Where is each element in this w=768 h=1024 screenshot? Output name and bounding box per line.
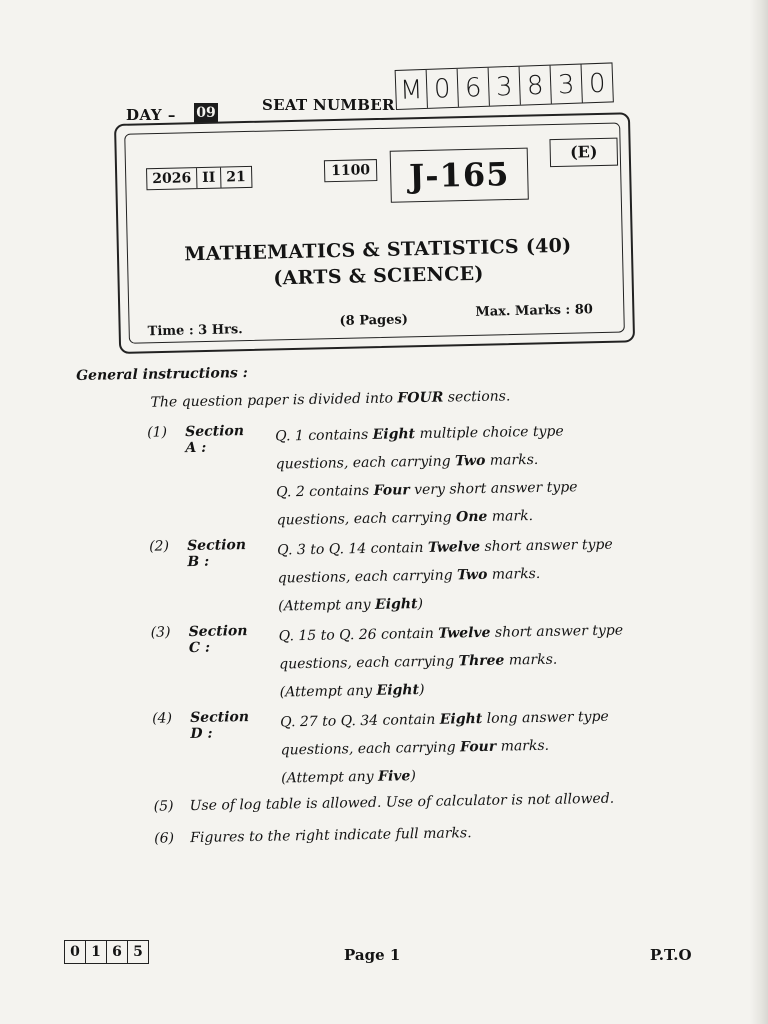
text: short answer type xyxy=(479,536,613,555)
intro-text-end: sections. xyxy=(443,388,511,406)
page-count: (8 Pages) xyxy=(339,312,409,329)
item-number: (4) xyxy=(151,710,173,727)
text: marks. xyxy=(487,565,541,583)
seat-digit: 0 xyxy=(427,69,459,108)
text: (Attempt any xyxy=(279,682,377,701)
ref-digit: 0 xyxy=(65,941,86,963)
item-number: (2) xyxy=(148,538,170,555)
item-number: (1) xyxy=(147,424,168,441)
bold: Two xyxy=(454,452,486,470)
section-label: Section C : xyxy=(188,623,248,657)
seat-digit: 0 xyxy=(588,68,606,100)
text: very short answer type xyxy=(409,479,578,499)
text: Q. 2 contains xyxy=(276,482,374,501)
item-text xyxy=(277,530,628,620)
paper-reference-number xyxy=(64,940,149,964)
subject-line-2: (ARTS & SCIENCE) xyxy=(273,262,484,290)
text: marks. xyxy=(504,651,558,669)
item-text: Use of log table is allowed. Use of calculator is not allowed. xyxy=(189,790,615,815)
text: long answer type xyxy=(482,708,609,727)
text: ) xyxy=(417,595,424,613)
item-text: Figures to the right indicate full marks. xyxy=(190,825,472,847)
intro-bold: FOUR xyxy=(397,389,444,407)
item-text xyxy=(275,416,627,534)
seat-digit: 3 xyxy=(489,67,521,106)
item-text xyxy=(280,702,631,792)
bold: Four xyxy=(459,738,497,756)
day-value: 09 xyxy=(194,103,218,123)
section-label: Section B : xyxy=(186,537,247,571)
bold: Twelve xyxy=(438,624,491,642)
text: marks. xyxy=(485,451,539,469)
text: (Attempt any xyxy=(281,768,379,787)
exam-day: 21 xyxy=(226,169,246,186)
bold: Eight xyxy=(376,682,420,699)
subject-line-1: MATHEMATICS & STATISTICS (40) xyxy=(184,234,572,266)
bold: Eight xyxy=(439,710,483,728)
intro-text: The question paper is divided into xyxy=(150,390,398,411)
page-edge-shadow xyxy=(750,0,768,1024)
subject-title xyxy=(168,232,589,294)
general-instructions xyxy=(76,358,636,847)
section-label: Section A : xyxy=(184,423,245,457)
seat-digit: 8 xyxy=(520,66,552,105)
seat-digit: M xyxy=(396,70,428,109)
bold: Four xyxy=(373,482,410,499)
item-number: (6) xyxy=(154,830,175,847)
text: marks. xyxy=(496,737,550,755)
day-label: DAY – xyxy=(126,106,176,124)
seat-digit: 3 xyxy=(551,64,583,103)
text: questions, each carrying xyxy=(280,739,461,759)
max-marks: Max. Marks : 80 xyxy=(475,302,594,320)
ref-digit: 5 xyxy=(133,944,143,960)
instructions-intro xyxy=(150,388,510,410)
exam-year: 2026 xyxy=(147,168,197,189)
exam-time-code: 1100 xyxy=(324,159,377,182)
seat-number-label: SEAT NUMBER xyxy=(262,96,395,114)
bold: Twelve xyxy=(427,538,481,556)
seat-digit: 6 xyxy=(458,68,490,107)
exam-duration: Time : 3 Hrs. xyxy=(147,322,243,340)
bold: Three xyxy=(458,652,505,670)
exam-date xyxy=(146,166,252,190)
text: short answer type xyxy=(490,622,624,641)
medium-badge: (E) xyxy=(549,138,618,168)
text: questions, each carrying xyxy=(279,653,459,673)
item-text xyxy=(278,616,629,706)
text: multiple choice type xyxy=(414,423,564,443)
text: questions, each carrying xyxy=(275,453,456,473)
please-turn-over: P.T.O xyxy=(650,946,692,964)
ref-digit: 1 xyxy=(86,941,107,963)
item-number: (5) xyxy=(153,798,174,815)
bold: Two xyxy=(456,566,488,584)
paper-code-inner-frame xyxy=(124,123,625,344)
item-number: (3) xyxy=(150,624,171,641)
bold: Eight xyxy=(372,426,416,443)
ref-digit: 6 xyxy=(107,941,128,963)
text: ) xyxy=(410,768,417,785)
text: Q. 3 to Q. 14 contain xyxy=(277,539,429,559)
bold: Five xyxy=(377,768,411,785)
text: (Attempt any xyxy=(278,596,376,615)
text: Q. 15 to Q. 26 contain xyxy=(278,625,439,645)
section-label: Section D : xyxy=(189,709,250,743)
text: Q. 27 to Q. 34 contain xyxy=(280,711,440,731)
text: questions, each carrying xyxy=(276,509,457,529)
bold: Eight xyxy=(374,596,418,613)
exam-month: II xyxy=(197,168,222,189)
text: Q. 1 contains xyxy=(275,426,373,445)
paper-code-box xyxy=(114,112,635,354)
instructions-title: General instructions : xyxy=(76,365,249,384)
page-number: Page 1 xyxy=(344,946,401,964)
text: ) xyxy=(418,681,425,699)
seat-number-field xyxy=(395,62,614,110)
bold: One xyxy=(455,508,488,526)
text: questions, each carrying xyxy=(277,567,458,587)
paper-code: J-165 xyxy=(390,148,529,203)
text: mark. xyxy=(487,508,534,525)
